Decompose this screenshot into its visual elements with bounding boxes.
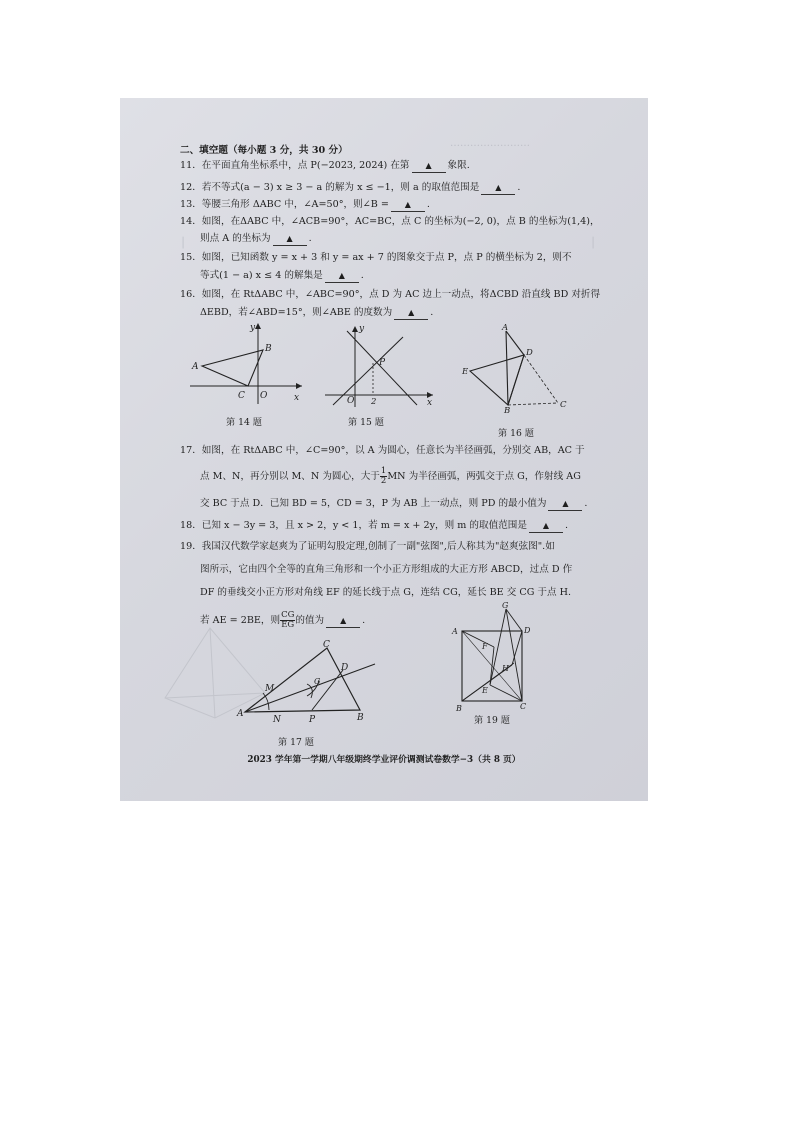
bleed-through-text: …………………… [450, 138, 530, 149]
label-a: A [452, 627, 458, 636]
label-d: D [524, 626, 531, 635]
label-p: P [379, 358, 386, 368]
answer-blank: ▲ [529, 519, 563, 533]
question-13: 13．等腰三角形 ΔABC 中，∠A=50°，则∠B = ▲ . [180, 199, 430, 210]
label-c: C [323, 640, 330, 650]
question-16-line1: 16．如图，在 RtΔABC 中，∠ABC=90°，点 D 为 AC 边上一动点，将ΔCBD 沿直线 BD 对折得 [180, 289, 601, 300]
question-18: 18．已知 x − 3y = 3，且 x > 2，y < 1，若 m = x + 2y，则 m 的取值范围是 ▲ . [180, 520, 569, 531]
caption-fig19: 第 19 题 [474, 715, 510, 726]
answer-blank: ▲ [326, 614, 360, 628]
question-19-line2: 图所示，它由四个全等的直角三角形和一个小正方形组成的大正方形 ABCD，过点 D 作 [200, 564, 573, 575]
question-14-line2: 则点 A 的坐标为 ▲ . [200, 233, 312, 244]
question-11: 11．在平面直角坐标系中，点 P(−2023, 2024) 在第 ▲ 象限. [180, 160, 470, 171]
figure-16 [460, 323, 570, 413]
label-m: M [265, 684, 275, 694]
label-b: B [504, 406, 511, 413]
label-c: C [560, 400, 567, 410]
fraction-half: $\frac{1}{2}$ [380, 466, 387, 486]
answer-blank: ▲ [391, 198, 425, 212]
question-19-line1: 19．我国汉代数学家赵爽为了证明勾股定理,创制了一副"弦图",后人称其为"赵爽弦图".如 [180, 541, 555, 552]
figure-19 [450, 601, 535, 713]
figure-15 [325, 323, 440, 408]
bleed-through-text: │ [590, 238, 597, 249]
label-e: E [462, 367, 469, 377]
label-g: G [314, 677, 321, 686]
label-d: D [341, 663, 349, 673]
label-o: O [260, 391, 268, 401]
label-2: 2 [371, 397, 377, 407]
label-e: E [482, 686, 488, 695]
label-c: C [238, 391, 245, 401]
caption-fig14: 第 14 题 [226, 417, 262, 428]
figure-17 [235, 638, 385, 723]
answer-blank: ▲ [412, 159, 446, 173]
label-f: F [482, 642, 488, 651]
answer-blank: ▲ [325, 269, 359, 283]
question-17-line1: 17．如图，在 RtΔABC 中，∠C=90°，以 A 为圆心，任意长为半径画弧，分别交 AB，AC 于 [180, 445, 585, 456]
label-c: C [520, 702, 527, 711]
question-15-line2: 等式(1 − a) x ≤ 4 的解集是 ▲ . [200, 270, 364, 281]
label-b: B [456, 704, 462, 713]
question-19-line3: DF 的垂线交小正方形对角线 EF 的延长线于点 G，连结 CG，延长 BE 交 CG 于点 H. [200, 587, 572, 598]
question-19-line4: 若 AE = 2BE，则 $\frac{CG}{EG}$ 的值为 ▲ . [200, 610, 366, 630]
caption-fig15: 第 15 题 [348, 417, 384, 428]
caption-fig16: 第 16 题 [498, 428, 534, 439]
label-a: A [192, 362, 199, 372]
label-h: H [502, 664, 509, 673]
question-14-line1: 14．如图，在ΔABC 中，∠ACB=90°，AC=BC，点 C 的坐标为(−2, 0)，点 B 的坐标为(1,4)， [180, 216, 600, 227]
question-17-line3: 交 BC 于点 D．已知 BD = 5，CD = 3，P 为 AB 上一动点，则 PD 的最小值为 ▲ . [200, 498, 588, 509]
answer-blank: ▲ [273, 232, 307, 246]
fraction-cg-eg: $\frac{CG}{EG}$ [281, 610, 295, 630]
question-17-line2: 点 M、N，再分别以 M、N 为圆心，大于 $\frac{1}{2}$ MN 为半径画弧，两弧交于点 G，作射线 AG [200, 466, 581, 486]
label-y: y [250, 323, 256, 333]
caption-fig17: 第 17 题 [278, 737, 314, 748]
answer-blank: ▲ [548, 497, 582, 511]
answer-blank: ▲ [481, 181, 515, 195]
exam-page-photo [120, 98, 648, 801]
question-12: 12．若不等式(a − 3) x ≥ 3 − a 的解为 x ≤ −1，则 a 的取值范围是 ▲ . [180, 182, 521, 193]
answer-blank: ▲ [394, 306, 428, 320]
label-o: O [347, 396, 355, 406]
figure-14 [190, 320, 310, 405]
bleed-through-text: │ [180, 238, 187, 249]
label-x: x [427, 398, 433, 408]
label-a: A [237, 709, 244, 719]
label-y: y [359, 324, 365, 334]
label-b: B [265, 344, 272, 354]
question-16-line2: ΔEBD，若∠ABD=15°，则∠ABE 的度数为 ▲ . [200, 307, 434, 318]
label-d: D [526, 348, 533, 358]
label-b: B [357, 713, 364, 723]
label-p: P [309, 715, 316, 723]
label-x: x [294, 393, 300, 403]
label-n: N [273, 715, 281, 723]
label-g: G [502, 601, 509, 610]
label-a: A [502, 323, 509, 333]
section-title: 二、填空题（每小题 3 分，共 30 分） [180, 145, 348, 156]
page-footer: 2023 学年第一学期八年级期终学业评价调测试卷数学−3（共 8 页） [247, 755, 521, 765]
question-15-line1: 15．如图，已知函数 y = x + 3 和 y = ax + 7 的图象交于点 P，点 P 的横坐标为 2，则不 [180, 252, 572, 263]
